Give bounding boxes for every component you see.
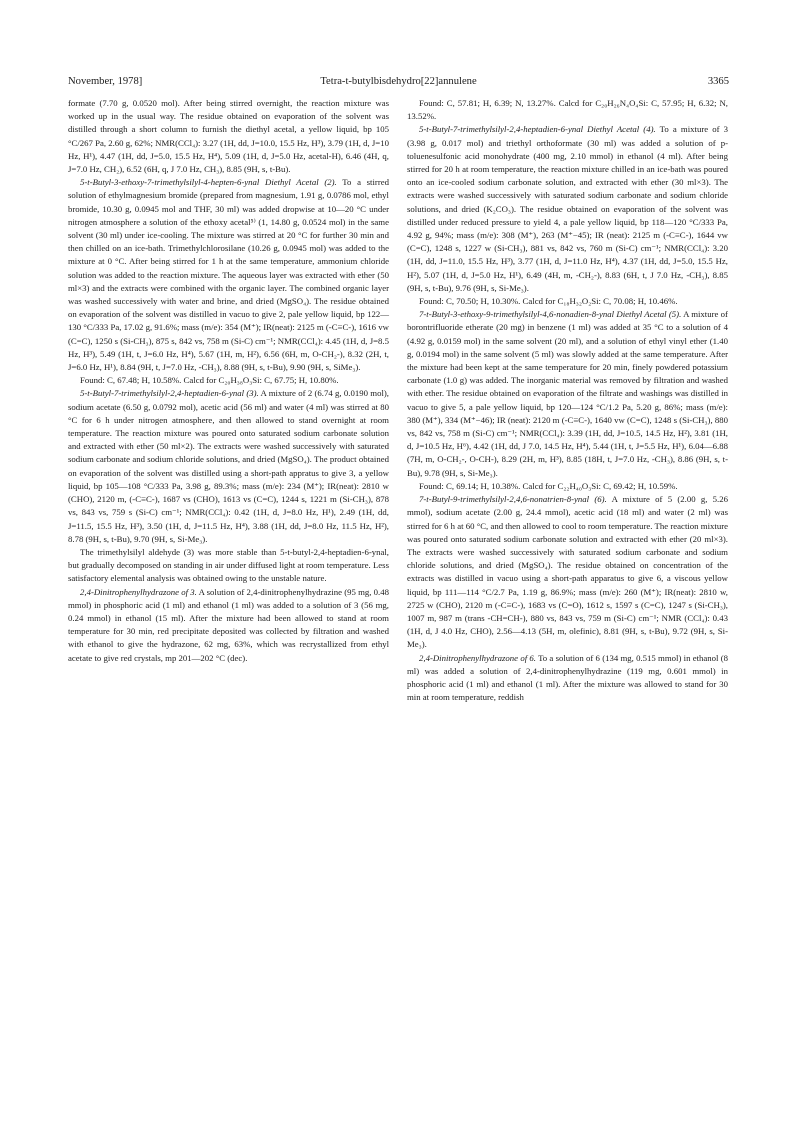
left-column <box>68 97 389 665</box>
procedure-paragraph: 2,4-Dinitrophenylhydrazone of 3. A solution of 2,4-dinitrophenylhydrazine (95 mg, 0.48 mmol) in phosphoric acid (1 ml) and ethanol (1 ml) was added to a solution of 3 (56 mg, 0.24 mmol) in ethanol (15 ml). After the mixture had been allowed to stand at room temperature for 30 min, red precipitate deposited was collected by filtration and washed with ethanol to give the hydrazone, 62 mg, 63%, which was recrystallized from ethyl acetate to give red crystals, mp 201—202 °C (dec). <box>68 586 389 663</box>
analysis-paragraph: Found: C, 67.48; H, 10.58%. Calcd for C₂₀H₃₈O₃Si: C, 67.75; H, 10.80%. <box>80 375 339 386</box>
procedure-title: 7-t-Butyl-9-trimethylsilyl-2,4,6-nonatrien-8-ynal (6). <box>419 494 607 505</box>
running-header <box>68 76 729 90</box>
procedure-paragraph: 7-t-Butyl-3-ethoxy-9-trimethylsilyl-4,6-nonadien-8-ynal Diethyl Acetal (5). A mixture of borontrifluoride etherate (20 mg) in benzene (1 ml) was added at 35 °C to a solution of 4 (4.92 g, 0.0159 mol) in the same solvent (20 ml), and a solution of ethyl vinyl ether (1.40 g, 0.0194 mol) in the same solvent (5 ml) was slowly added at the same temperature. After the mixture had been kept at the same temperature for 20 min, finely powdered potassium carbonate (1.0 g) was added. The inorganic material was removed by filtration and washed with ether. The residue obtained on evaporation of the filtrate and washings was distilled in vacuo to give 5, a pale yellow liquid, bp 120—124 °C/1.2 Pa, 5.20 g, 86%; mass (m/e): 380 (M⁺), 334 (M⁺−46); IR (neat): 2120 m (-C≡C-), 1640 vw (C=C), 1248 s (Si-CH₃), 880 vs, 842 vs, 758 m (Si-C) cm⁻¹; NMR(CCl₄): 3.39 (1H, dd, J=10.5, 14.5 Hz, H²), 3.81 (1H, d, J=10.5 Hz, H⁶), 4.42 (1H, dd, J 7.0, 14.5 Hz, H⁴), 5.44 (1H, t, J=5.5 Hz, H¹), 6.04—6.88 (7H, m, O-CH₂-, O-CH-), 8.29 (2H, m, H³), 8.85 (18H, t, J=7.0 Hz, -CH₃), 8.86 (9H, s, t-Bu), 9.78 (9H, s, Si-Me₃). <box>407 309 728 478</box>
procedure-title: 2,4-Dinitrophenylhydrazone of 6. <box>419 652 536 663</box>
procedure-title: 2,4-Dinitrophenylhydrazone of 3. <box>80 586 197 597</box>
procedure-paragraph: 5-t-Butyl-3-ethoxy-7-trimethylsilyl-4-hepten-6-ynal Diethyl Acetal (2). To a stirred solution of ethylmagnesium bromide (prepared from magnesium, 1.91 g, 0.0786 mol, ethyl bromide, 10.30 g, 0.0945 mol and THF, 30 ml) was added dropwise at 10—20 °C under nitrogen atmosphere a solution of the ethoxy acetal⁵⁾ (1, 14.80 g, 0.0524 mol) in the same solvent (30 ml) under ice-cooling. The mixture was stirred at 20 °C for further 30 min and then chilled on an ice-bath. Trimethylchlorosilane (10.26 g, 0.0945 mol) was added to the mixture at 0 °C. After being stirred for 1 h at the same temperature, ammonium chloride solution was added to the reaction mixture. The aqueous layer was extracted with ether (50 ml×3) and the extracts were combined with the organic layer. The combined organic layer was washed successively with water and brine, and dried (MgSO₄). The residue obtained on evaporation of the solvent was distilled in vacuo to give 2, pale yellow liquid, bp 122—130 °C/333 Pa, 17.02 g, 91.6%; mass (m/e): 354 (M⁺); IR(neat): 2125 m (-C≡C-), 1616 vw (C=C), 1250 s (Si-CH₃), 875 s, 842 vs, 758 m (Si-C) cm⁻¹; NMR(CCl₄): 4.45 (1H, d, J=8.5 Hz, H³), 5.49 (1H, t, J=6.0 Hz, H⁴), 5.67 (1H, m, H²), 6.56 (6H, m, O-CH₂-), 8.32 (2H, t, J=6.0 Hz, H¹), 8.84 (9H, t, J=7.0 Hz, -CH₃), 8.88 (9H, s, t-Bu), 9.90 (9H, s, SiMe₃). <box>68 177 389 373</box>
right-column <box>407 97 728 704</box>
procedure-title: 5-t-Butyl-3-ethoxy-7-trimethylsilyl-4-hepten-6-ynal Diethyl Acetal (2). <box>80 177 337 188</box>
paragraph: The trimethylsilyl aldehyde (3) was more stable than 5-t-butyl-2,4-heptadien-6-ynal, but gradually decomposed on standing in air under diffused light at room temperature. Less satisfactory elemental analysis was obtained owing to the unstable nature. <box>68 546 389 584</box>
procedure-paragraph: 5-t-Butyl-7-trimethylsilyl-2,4-heptadien-6-ynal Diethyl Acetal (4). To a mixture of 3 (3.98 g, 0.017 mol) and triethyl orthoformate (30 ml) was added a solution of p-toluenesulfonic acid monohydrate (400 mg, 2.10 mmol) in ethanol (4 ml). After being stirred for 20 h at room temperature, the reaction mixture chilled in an ice-bath was poured onto an ice-cooled sodium carbonate solution, and extracted with ether (30 ml×3). The extracts were washed successively with saturated sodium carbonate and sodium chloride solutions, and dried (K₂CO₃). The residue obtained on evaporation of the solvent was distilled under reduced pressure to yield 4, a pale yellow liquid, bp 118—120 °C/333 Pa, 4.92 g, 94%; mass (m/e): 308 (M⁺), 263 (M⁺−45); IR (neat): 2125 m (-C≡C-), 1644 vw (C=C), 1248 s, 1227 w (Si-CH₃), 881 vs, 842 vs, 760 m (Si-C) cm⁻¹; NMR(CCl₄): 3.20 (1H, dd, J=11.0, 15.5 Hz, H³), 3.77 (1H, d, J=11.0 Hz, H⁴), 4.37 (1H, dd, J=5.0, 15.5 Hz, H²), 5.07 (1H, d, J=5.0 Hz, H¹), 6.49 (4H, m, -CH₂-), 8.83 (6H, t, J 7.0 Hz, -CH₃), 8.85 (9H, s, t-Bu), 9.76 (9H, s, Si-Me₃). <box>407 124 729 293</box>
analysis-paragraph: Found: C, 57.81; H, 6.39; N, 13.27%. Calcd for C₂₀H₂₆N₄O₄Si: C, 57.95; H, 6.32; N, 13.52%. <box>407 98 728 122</box>
header-date: November, 1978] <box>68 76 143 87</box>
paragraph: formate (7.70 g, 0.0520 mol). After being stirred overnight, the reaction mixture was worked up in the usual way. The residue obtained on evaporation of the solvent was distilled through a short column to furnish the diethyl acetal, a yellow liquid, bp 105 °C/267 Pa, 2.60 g, 62%; NMR(CCl₄): 3.27 (1H, dd, J=10.0, 15.5 Hz, H³), 3.79 (1H, d, J=10 Hz, H¹), 4.47 (1H, dd, J=5.0, 15.5 Hz, H⁴), 5.09 (1H, d, J=5.0 Hz, acetal-H), 6.46 (4H, q, J=7.0 Hz, CH₂), 6.52 (6H, q, J 7.0 Hz, CH₃), 8.85 (9H, s, t-Bu). <box>68 98 389 175</box>
analysis-paragraph: Found: C, 70.50; H, 10.30%. Calcd for C₁₈H₃₂O₂Si: C, 70.08; H, 10.46%. <box>419 296 678 307</box>
page-number: 3365 <box>707 76 729 87</box>
procedure-paragraph: 5-t-Butyl-7-trimethylsilyl-2,4-heptadien-6-ynal (3). A mixture of 2 (6.74 g, 0.0190 mol), sodium acetate (6.50 g, 0.0792 mol), acetic acid (56 ml) and water (4 ml) was stirred at 80 °C for 6 h under nitrogen atmosphere, and then allowed to stand overnight at room temperature. The reaction mixture was poured onto saturated sodium carbonate solution and extracted with ether (50 ml×2). The extracts were washed successively with saturated sodium carbonate and sodium chloride solutions, and dried (MgSO₄). The product obtained on evaporation of the solvent was distilled using a short-path appratus to give 3, a yellow liquid, bp 105—108 °C/333 Pa, 3.98 g, 89.3%; mass (m/e): 234 (M⁺); IR(neat): 2810 w (CHO), 2120 m, (-C≡C-), 1687 vs (CHO), 1613 vs (C=C), 1244 s, 1221 m (Si-CH₃), 878 vs, 843 vs, 759 s (Si-C) cm⁻¹; NMR(CCl₄): 0.42 (1H, d, J=8.0 Hz, H¹), 2.49 (1H, dd, J=11.5, 15.5 Hz, H³), 3.50 (1H, d, J=11.5 Hz, H⁴), 3.88 (1H, dd, J=8.0 Hz, 11.5 Hz, H²), 8.78 (9H, s, t-Bu), 9.70 (9H, s, Si-Me₃). <box>68 388 389 544</box>
procedure-title: 5-t-Butyl-7-trimethylsilyl-2,4-heptadien-6-ynal Diethyl Acetal (4). <box>419 124 656 135</box>
procedure-title: 7-t-Butyl-3-ethoxy-9-trimethylsilyl-4,6-nonadien-8-ynal Diethyl Acetal (5). <box>419 309 682 320</box>
procedure-title: 5-t-Butyl-7-trimethylsilyl-2,4-heptadien-6-ynal (3). <box>80 388 259 399</box>
header-title: Tetra-t-butylbisdehydro[22]annulene <box>320 76 477 87</box>
procedure-paragraph: 7-t-Butyl-9-trimethylsilyl-2,4,6-nonatrien-8-ynal (6). A mixture of 5 (2.00 g, 5.26 mmol), sodium acetate (2.00 g, 24.4 mmol), acetic acid (18 ml) and water (2 ml) was stirred for 6 h at 60 °C, and then allowed to cool to room temperature. The reaction mixture was poured onto saturated sodium carbonate solution and extracted with ether (20 ml×3). The extracts were washed successively with saturated sodium carbonate and sodium chloride solutions, and dried (MgSO₄). The residue obtained on concentration of the extracts was distilled in vacuo using a short-path apparatus to give 6, a viscous yellow liquid, bp 111—114 °C/2.7 Pa, 1.19 g, 86.9%; mass (m/e): 260 (M⁺); IR(neat): 2810 w, 2725 w (CHO), 2120 m (-C≡C-), 1683 vs (C=O), 1612 s, 1597 s (C=C), 1247 s (Si-CH₃), 1007 m, 987 m (trans -CH=CH-), 880 vs, 843 vs, 759 m (Si-C) cm⁻¹; NMR (CCl₄): 0.43 (1H, d, J 4.0 Hz, CHO), 2.56—4.13 (5H, m, olefinic), 8.81 (9H, s, t-Bu), 9.72 (9H, s, Si-Me₃). <box>407 494 728 650</box>
analysis-paragraph: Found: C, 69.14; H, 10.38%. Calcd for C₂₂H₄₀O₃Si: C, 69.42; H, 10.59%. <box>419 480 678 491</box>
procedure-paragraph: 2,4-Dinitrophenylhydrazone of 6. To a solution of 6 (134 mg, 0.515 mmol) in ethanol (8 ml) was added a solution of 2,4-dinitrophenylhydrazine (119 mg, 0.601 mmol) in phosphoric acid (1 ml) and ethanol (1 ml). After the mixture was allowed to stand for 30 min at room temperature, reddish <box>407 652 728 703</box>
